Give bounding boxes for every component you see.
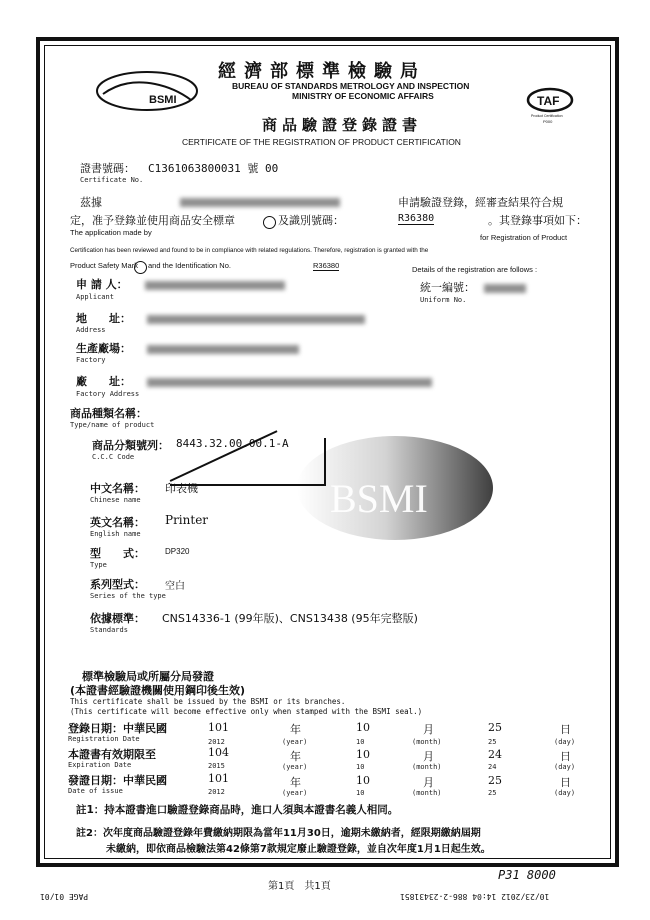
standards-label: 依據標準： xyxy=(90,612,145,625)
applicant-label-en: Applicant xyxy=(76,293,114,301)
certificate-title-en: CERTIFICATE OF THE REGISTRATION OF PRODUCT CERTIFICATION xyxy=(182,137,461,147)
expiration-day: 24 xyxy=(488,748,502,761)
note-2-line2: 未繳納，即依商品檢驗法第42條第7款規定廢止驗證登錄，並自次年度1月1日起生效。 xyxy=(106,844,491,855)
uniform-no-label-en: Uniform No. xyxy=(420,296,467,304)
redacted-applicant-name xyxy=(180,198,340,207)
product-type-label-en: Type/name of product xyxy=(70,421,155,429)
expiration-month-unit-en: (month) xyxy=(412,763,442,771)
intro-en-line2: Certification has been reviewed and found to be in compliance with related regulations. Therefore, registration is granted with the xyxy=(70,247,429,254)
type-label: 型 式： xyxy=(90,547,145,560)
certificate-title-zh: 商品驗證登錄證書 xyxy=(262,116,423,134)
registration-year-unit: 年 xyxy=(290,723,301,736)
redacted-factory-address xyxy=(147,378,432,387)
bureau-title-en: BUREAU OF STANDARDS METROLOGY AND INSPECTION xyxy=(232,81,470,91)
taf-sub-text: Product Certification xyxy=(531,114,563,118)
expiration-month-en: 10 xyxy=(356,763,365,771)
ccc-code-label: 商品分類號列： xyxy=(92,439,169,452)
redacted-address xyxy=(147,315,365,324)
stamp-line-vertical xyxy=(324,438,326,486)
issue-year-unit-en: (year) xyxy=(282,789,308,797)
series-value: 空白 xyxy=(165,581,185,592)
issue-line1: 標準檢驗局或所屬分局發證 xyxy=(82,670,214,683)
issue-month: 10 xyxy=(356,774,370,787)
bsmi-logo-text: BSMI xyxy=(149,94,177,106)
english-name-label-en: English name xyxy=(90,530,141,538)
page-number: 第1頁 共1頁 xyxy=(268,881,331,892)
registration-year-unit-en: (year) xyxy=(282,738,308,746)
issue-month-unit: 月 xyxy=(423,776,434,789)
address-label: 地 址： xyxy=(76,312,131,325)
issue-date-label-en: Date of issue xyxy=(68,787,123,795)
registration-day: 25 xyxy=(488,721,502,734)
standards-value: CNS14336-1 (99年版)、CNS13438 (95年完整版) xyxy=(162,612,418,625)
expiration-year: 104 xyxy=(208,746,229,759)
registration-day-unit-en: (day) xyxy=(554,738,576,746)
issue-year-unit: 年 xyxy=(290,776,301,789)
redacted-factory xyxy=(147,345,299,354)
ccc-code-value: 8443.32.00.00.1-A xyxy=(176,437,289,450)
expiration-day-unit-en: (day) xyxy=(554,763,576,771)
intro-prefix: 茲據 xyxy=(80,196,102,209)
factory-address-label-en: Factory Address xyxy=(76,390,140,398)
certificate-no-label: 證書號碼： xyxy=(80,162,135,175)
expiration-year-en: 2015 xyxy=(208,762,225,770)
intro-zh-line2c: 。其登錄事項如下： xyxy=(488,214,587,227)
certificate-no-value: C1361063800031 號 00 xyxy=(148,162,279,175)
issue-day-unit-en: (day) xyxy=(554,789,576,797)
registration-month-unit: 月 xyxy=(423,723,434,736)
expiration-month-unit: 月 xyxy=(423,750,434,763)
intro-en-identification: and the Identification No. xyxy=(148,261,231,270)
taf-code-text: P000 xyxy=(543,119,553,124)
redacted-uniform-no xyxy=(484,284,526,293)
intro-zh-line2: 定，准予登錄並使用商品安全標章 xyxy=(70,214,235,227)
address-label-en: Address xyxy=(76,326,106,334)
intro-en-made-by: The application made by xyxy=(70,228,152,237)
registration-date-label: 登錄日期：中華民國 xyxy=(68,722,167,735)
standards-label-en: Standards xyxy=(90,626,128,634)
intro-en-safety-mark: Product Safety Mark xyxy=(70,261,138,270)
issue-line2: (本證書經驗證機關使用鋼印後生效) xyxy=(70,684,246,697)
expiration-year-unit: 年 xyxy=(290,750,301,763)
series-label: 系列型式： xyxy=(90,578,145,591)
issue-month-en: 10 xyxy=(356,789,365,797)
factory-label: 生產廠場： xyxy=(76,342,131,355)
fax-page-header: PAGE 01/01 xyxy=(40,892,89,901)
intro-en-id-no: R36380 xyxy=(313,261,340,270)
registration-day-unit: 日 xyxy=(560,723,571,736)
registration-date-label-en: Registration Date xyxy=(68,735,140,743)
applicant-label: 申 請 人： xyxy=(76,278,128,291)
registration-month-en: 10 xyxy=(356,738,365,746)
handwritten-note: P31 8000 xyxy=(498,868,556,882)
bureau-title-zh: 經濟部標準檢驗局 xyxy=(218,61,426,82)
issue-month-unit-en: (month) xyxy=(412,789,442,797)
english-name-value: Printer xyxy=(165,513,209,527)
english-name-label: 英文名稱： xyxy=(90,516,145,529)
taf-logo-text: TAF xyxy=(537,94,560,108)
registration-month: 10 xyxy=(356,721,370,734)
note-2-line1: 註2：次年度商品驗證登錄年費繳納期限為當年11月30日，逾期未繳納者，經限期繳納屆期 xyxy=(76,828,481,839)
redacted-applicant xyxy=(145,281,285,290)
expiration-month: 10 xyxy=(356,748,370,761)
bsmi-logo xyxy=(95,70,199,116)
type-value: DP320 xyxy=(165,547,190,556)
issue-day: 25 xyxy=(488,774,502,787)
expiration-day-en: 24 xyxy=(488,763,497,771)
intro-zh-line2b: 及識別號碼： xyxy=(278,214,344,227)
type-label-en: Type xyxy=(90,561,107,569)
factory-address-label: 廠 址： xyxy=(76,375,131,388)
certificate-no-label-en: Certificate No. xyxy=(80,176,144,184)
issue-year: 101 xyxy=(208,772,229,785)
taf-logo xyxy=(524,86,576,130)
registration-day-en: 25 xyxy=(488,738,497,746)
chinese-name-value: 印表機 xyxy=(165,482,198,495)
registration-year: 101 xyxy=(208,721,229,734)
issue-line4: (This certificate will become effective only when stamped with the BSMI seal.) xyxy=(70,707,423,716)
ministry-title-en: MINISTRY OF ECONOMIC AFFAIRS xyxy=(292,91,434,101)
identification-no: R36380 xyxy=(398,213,435,224)
safety-mark-icon xyxy=(263,212,276,231)
series-label-en: Series of the type xyxy=(90,592,166,600)
ccc-code-label-en: C.C.C Code xyxy=(92,453,135,461)
fax-timestamp-header: 10/23/2012 14:04 886-2-23431851 xyxy=(400,892,550,901)
issue-day-unit: 日 xyxy=(560,776,571,789)
uniform-no-label: 統一編號： xyxy=(420,281,475,294)
product-type-label: 商品種類名稱： xyxy=(70,407,147,420)
chinese-name-label: 中文名稱： xyxy=(90,482,145,495)
expiration-day-unit: 日 xyxy=(560,750,571,763)
expiration-year-unit-en: (year) xyxy=(282,763,308,771)
factory-label-en: Factory xyxy=(76,356,106,364)
registration-month-unit-en: (month) xyxy=(412,738,442,746)
issue-date-label: 發證日期：中華民國 xyxy=(68,774,167,787)
intro-en-details: Details of the registration are follows : xyxy=(412,265,538,274)
watermark-text: BSMI xyxy=(330,476,428,521)
chinese-name-label-en: Chinese name xyxy=(90,496,141,504)
safety-mark-icon-en xyxy=(134,257,147,276)
issue-line3: This certificate shall be issued by the BSMI or its branches. xyxy=(70,697,346,706)
note-1: 註1：持本證書進口驗證登錄商品時，進口人須與本證書名義人相同。 xyxy=(76,804,399,816)
intro-en-for-reg: for Registration of Product xyxy=(480,233,568,242)
registration-year-en: 2012 xyxy=(208,738,225,746)
expiration-date-label-en: Expiration Date xyxy=(68,761,132,769)
intro-zh-right: 申請驗證登錄，經審查結果符合規 xyxy=(398,196,563,209)
issue-day-en: 25 xyxy=(488,789,497,797)
expiration-date-label: 本證書有效期限至 xyxy=(68,748,156,761)
issue-year-en: 2012 xyxy=(208,788,225,796)
